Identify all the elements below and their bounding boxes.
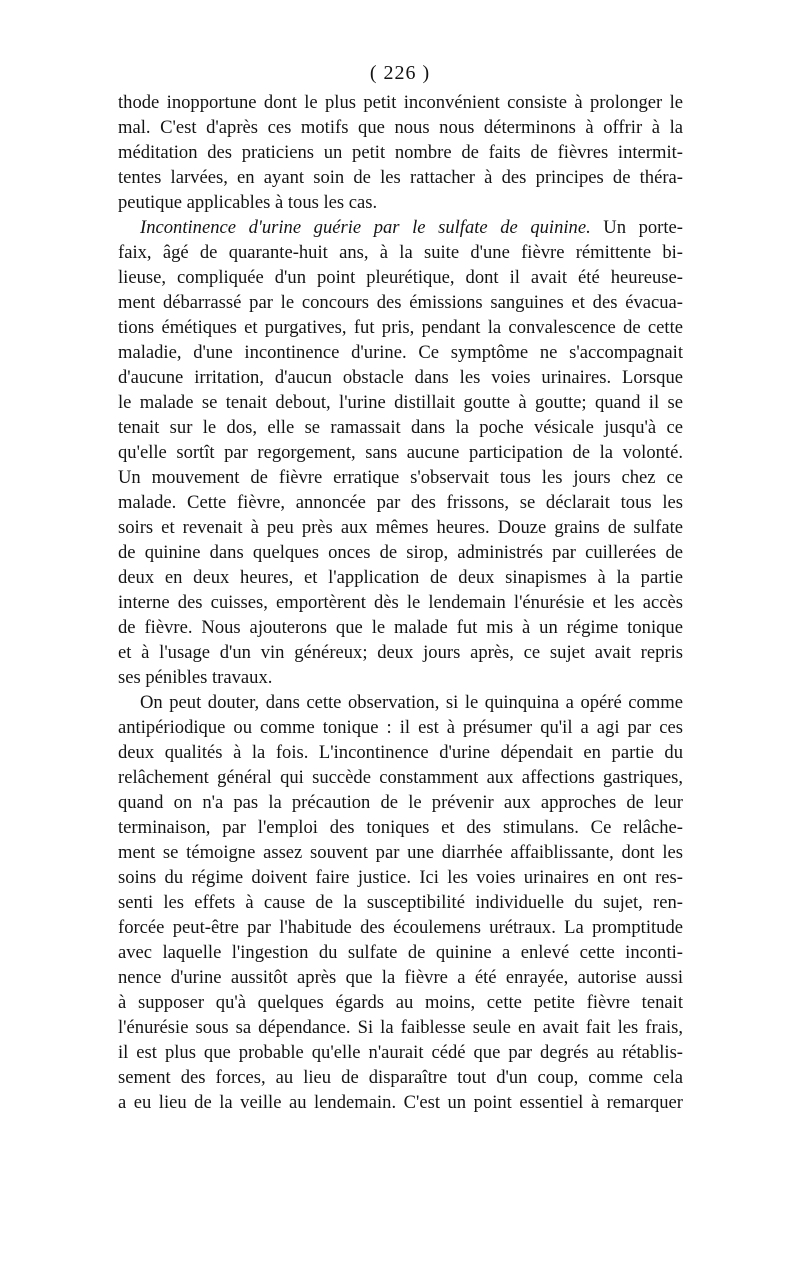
text-line: l'énurésie sous sa dépendance. Si la faiblesse seule en avait fait les frais, [118, 1017, 683, 1038]
text-line: lieuse, compliquée d'un point pleurétique, dont il avait été heureuse- [118, 267, 683, 288]
text-line: de quinine dans quelques onces de sirop, administrés par cuillerées de [118, 542, 683, 563]
section-heading: Incontinence d'urine guérie par le sulfate de quinine. [140, 217, 591, 238]
text-line: le malade se tenait debout, l'urine distillait goutte à goutte; quand il se [118, 392, 683, 413]
text-line: quand on n'a pas la précaution de le prévenir aux approches de leur [118, 792, 683, 813]
text-line: deux qualités à la fois. L'incontinence d'urine dépendait en partie du [118, 742, 683, 763]
text-line: malade. Cette fièvre, annoncée par des frissons, se déclarait tous les [118, 492, 683, 513]
text-line: ses pénibles travaux. [118, 667, 273, 688]
text-line: thode inopportune dont le plus petit inconvénient consiste à prolonger le [118, 92, 683, 113]
section-heading-line [118, 215, 683, 240]
text-line: mal. C'est d'après ces motifs que nous nous déterminons à offrir à la [118, 117, 683, 138]
text-line: de fièvre. Nous ajouterons que le malade fut mis à un régime tonique [118, 617, 683, 638]
text-line: antipériodique ou comme tonique : il est à présumer qu'il a agi par ces [118, 717, 683, 738]
page-number: ( 226 ) [369, 62, 431, 84]
text-line: nence d'urine aussitôt après que la fièvre a été enrayée, autorise aussi [118, 967, 683, 988]
text-line: et à l'usage d'un vin généreux; deux jours après, ce sujet avait repris [118, 642, 683, 663]
text-line: relâchement général qui succède constamment aux affections gastriques, [118, 767, 683, 788]
text-line: il est plus que probable qu'elle n'aurait cédé que par degrés au rétablis- [118, 1042, 683, 1063]
text-line: tentes larvées, en ayant soin de les rattacher à des principes de théra- [118, 167, 683, 188]
text-line: interne des cuisses, emportèrent dès le lendemain l'énurésie et les accès [118, 592, 683, 613]
body-text [118, 90, 683, 1115]
text-line: deux en deux heures, et l'application de deux sinapismes à la partie [118, 567, 683, 588]
text-line: faix, âgé de quarante-huit ans, à la suite d'une fièvre rémittente bi- [118, 242, 683, 263]
text-line: a eu lieu de la veille au lendemain. C'est un point essentiel à remarquer [118, 1092, 683, 1113]
text-line: tenait sur le dos, elle se ramassait dans la poche vésicale jusqu'à ce [118, 417, 683, 438]
text-line: On peut douter, dans cette observation, si le quinquina a opéré comme [140, 692, 683, 713]
text-line: senti les effets à cause de la susceptibilité individuelle du sujet, ren- [118, 892, 683, 913]
text-line: ment débarrassé par le concours des émissions sanguines et des évacua- [118, 292, 683, 313]
heading-continuation: Un porte- [590, 217, 683, 238]
text-line: méditation des praticiens un petit nombre de faits de fièvres intermit- [118, 142, 683, 163]
text-line: peutique applicables à tous les cas. [118, 192, 378, 213]
text-line: maladie, d'une incontinence d'urine. Ce symptôme ne s'accompagnait [118, 342, 683, 363]
text-line: forcée peut-être par l'habitude des écoulemens urétraux. La promptitude [118, 917, 683, 938]
text-line: soirs et revenait à peu près aux mêmes heures. Douze grains de sulfate [118, 517, 683, 538]
text-line: tions émétiques et purgatives, fut pris, pendant la convalescence de cette [118, 317, 683, 338]
text-line: d'aucune irritation, d'aucun obstacle dans les voies urinaires. Lorsque [118, 367, 683, 388]
text-line: avec laquelle l'ingestion du sulfate de quinine a enlevé cette inconti- [118, 942, 683, 963]
text-line: sement des forces, au lieu de disparaître tout d'un coup, comme cela [118, 1067, 683, 1088]
text-line: qu'elle sortît par regorgement, sans aucune participation de la volonté. [118, 442, 683, 463]
text-line: ment se témoigne assez souvent par une diarrhée affaiblissante, dont les [118, 842, 683, 863]
text-line: à supposer qu'à quelques égards au moins, cette petite fièvre tenait [118, 992, 683, 1013]
text-line: terminaison, par l'emploi des toniques et des stimulans. Ce relâche- [118, 817, 683, 838]
text-line: Un mouvement de fièvre erratique s'observait tous les jours chez ce [118, 467, 683, 488]
text-line: soins du régime doivent faire justice. Ici les voies urinaires en ont res- [118, 867, 683, 888]
